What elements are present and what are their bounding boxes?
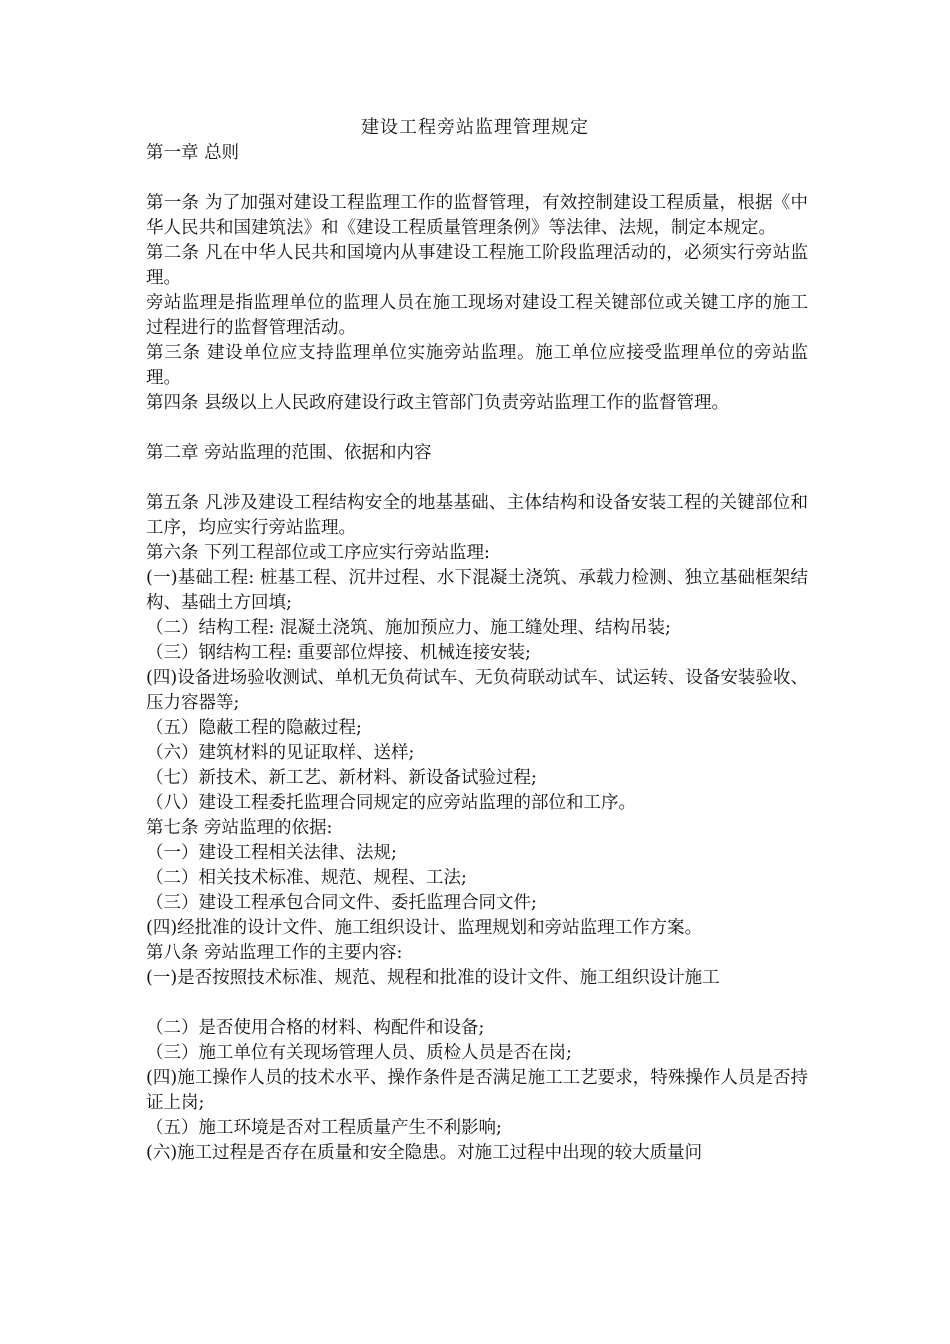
list-item: （八）建设工程委托监理合同规定的应旁站监理的部位和工序。 xyxy=(146,793,636,813)
article-2-definition: 旁站监理是指监理单位的监理人员在施工现场对建设工程关键部位或关键工序的施工过程进行的监督管理活动。 xyxy=(146,293,808,338)
article-2: 第二条 凡在中华人民共和国境内从事建设工程施工阶段监理活动的，必须实行旁站监理。 xyxy=(146,243,808,288)
list-item: （三）施工单位有关现场管理人员、质检人员是否在岗; xyxy=(146,1043,572,1063)
article-3: 第三条 建设单位应支持监理单位实施旁站监理。施工单位应接受监理单位的旁站监理。 xyxy=(146,343,808,388)
list-item: （五）施工环境是否对工程质量产生不利影响; xyxy=(146,1118,502,1138)
chapter-heading: 第一章 总则 xyxy=(146,143,240,163)
list-item: （六）建筑材料的见证取样、送样; xyxy=(146,743,415,763)
article-5: 第五条 凡涉及建设工程结构安全的地基基础、主体结构和设备安装工程的关键部位和工序，均应实行旁站监理。 xyxy=(146,493,808,538)
document-body xyxy=(146,141,808,1166)
list-item: （七）新技术、新工艺、新材料、新设备试验过程; xyxy=(146,768,537,788)
blank-line xyxy=(146,991,808,1016)
list-item: (一)是否按照技术标准、规范、规程和批准的设计文件、施工组织设计施工 xyxy=(146,968,720,988)
list-item: （二）结构工程: 混凝土浇筑、施加预应力、施工缝处理、结构吊装; xyxy=(146,618,671,638)
list-item: （二）是否使用合格的材料、构配件和设备; xyxy=(146,1018,485,1038)
list-item: (四)施工操作人员的技术水平、操作条件是否满足施工工艺要求，特殊操作人员是否持证上岗; xyxy=(146,1068,808,1113)
list-item: (四)经批准的设计文件、施工组织设计、监理规划和旁站监理工作方案。 xyxy=(146,918,703,938)
chapter-heading: 第二章 旁站监理的范围、依据和内容 xyxy=(146,443,432,463)
blank-line xyxy=(146,466,808,491)
list-item: （二）相关技术标准、规范、规程、工法; xyxy=(146,868,467,888)
article-7: 第七条 旁站监理的依据: xyxy=(146,818,333,838)
blank-line xyxy=(146,166,808,191)
article-6: 第六条 下列工程部位或工序应实行旁站监理: xyxy=(146,543,490,563)
list-item: (六)施工过程是否存在质量和安全隐患。对施工过程中出现的较大质量问 xyxy=(146,1143,703,1163)
document-title: 建设工程旁站监理管理规定 xyxy=(361,117,589,138)
list-item: （三）钢结构工程: 重要部位焊接、机械连接安装; xyxy=(146,643,531,663)
list-item: （五）隐蔽工程的隐蔽过程; xyxy=(146,718,362,738)
blank-line xyxy=(146,416,808,441)
list-item: (一)基础工程: 桩基工程、沉井过程、水下混凝土浇筑、承载力检测、独立基础框架结构、基础土方回填; xyxy=(146,568,808,613)
list-item: （一）建设工程相关法律、法规; xyxy=(146,843,397,863)
article-4: 第四条 县级以上人民政府建设行政主管部门负责旁站监理工作的监督管理。 xyxy=(146,393,730,413)
list-item: (四)设备进场验收测试、单机无负荷试车、无负荷联动试车、试运转、设备安装验收、压力容器等; xyxy=(146,668,808,713)
article-8: 第八条 旁站监理工作的主要内容: xyxy=(146,943,403,963)
list-item: （三）建设工程承包合同文件、委托监理合同文件; xyxy=(146,893,537,913)
article-1: 第一条 为了加强对建设工程监理工作的监督管理，有效控制建设工程质量，根据《中华人民共和国建筑法》和《建设工程质量管理条例》等法律、法规，制定本规定。 xyxy=(146,193,808,238)
